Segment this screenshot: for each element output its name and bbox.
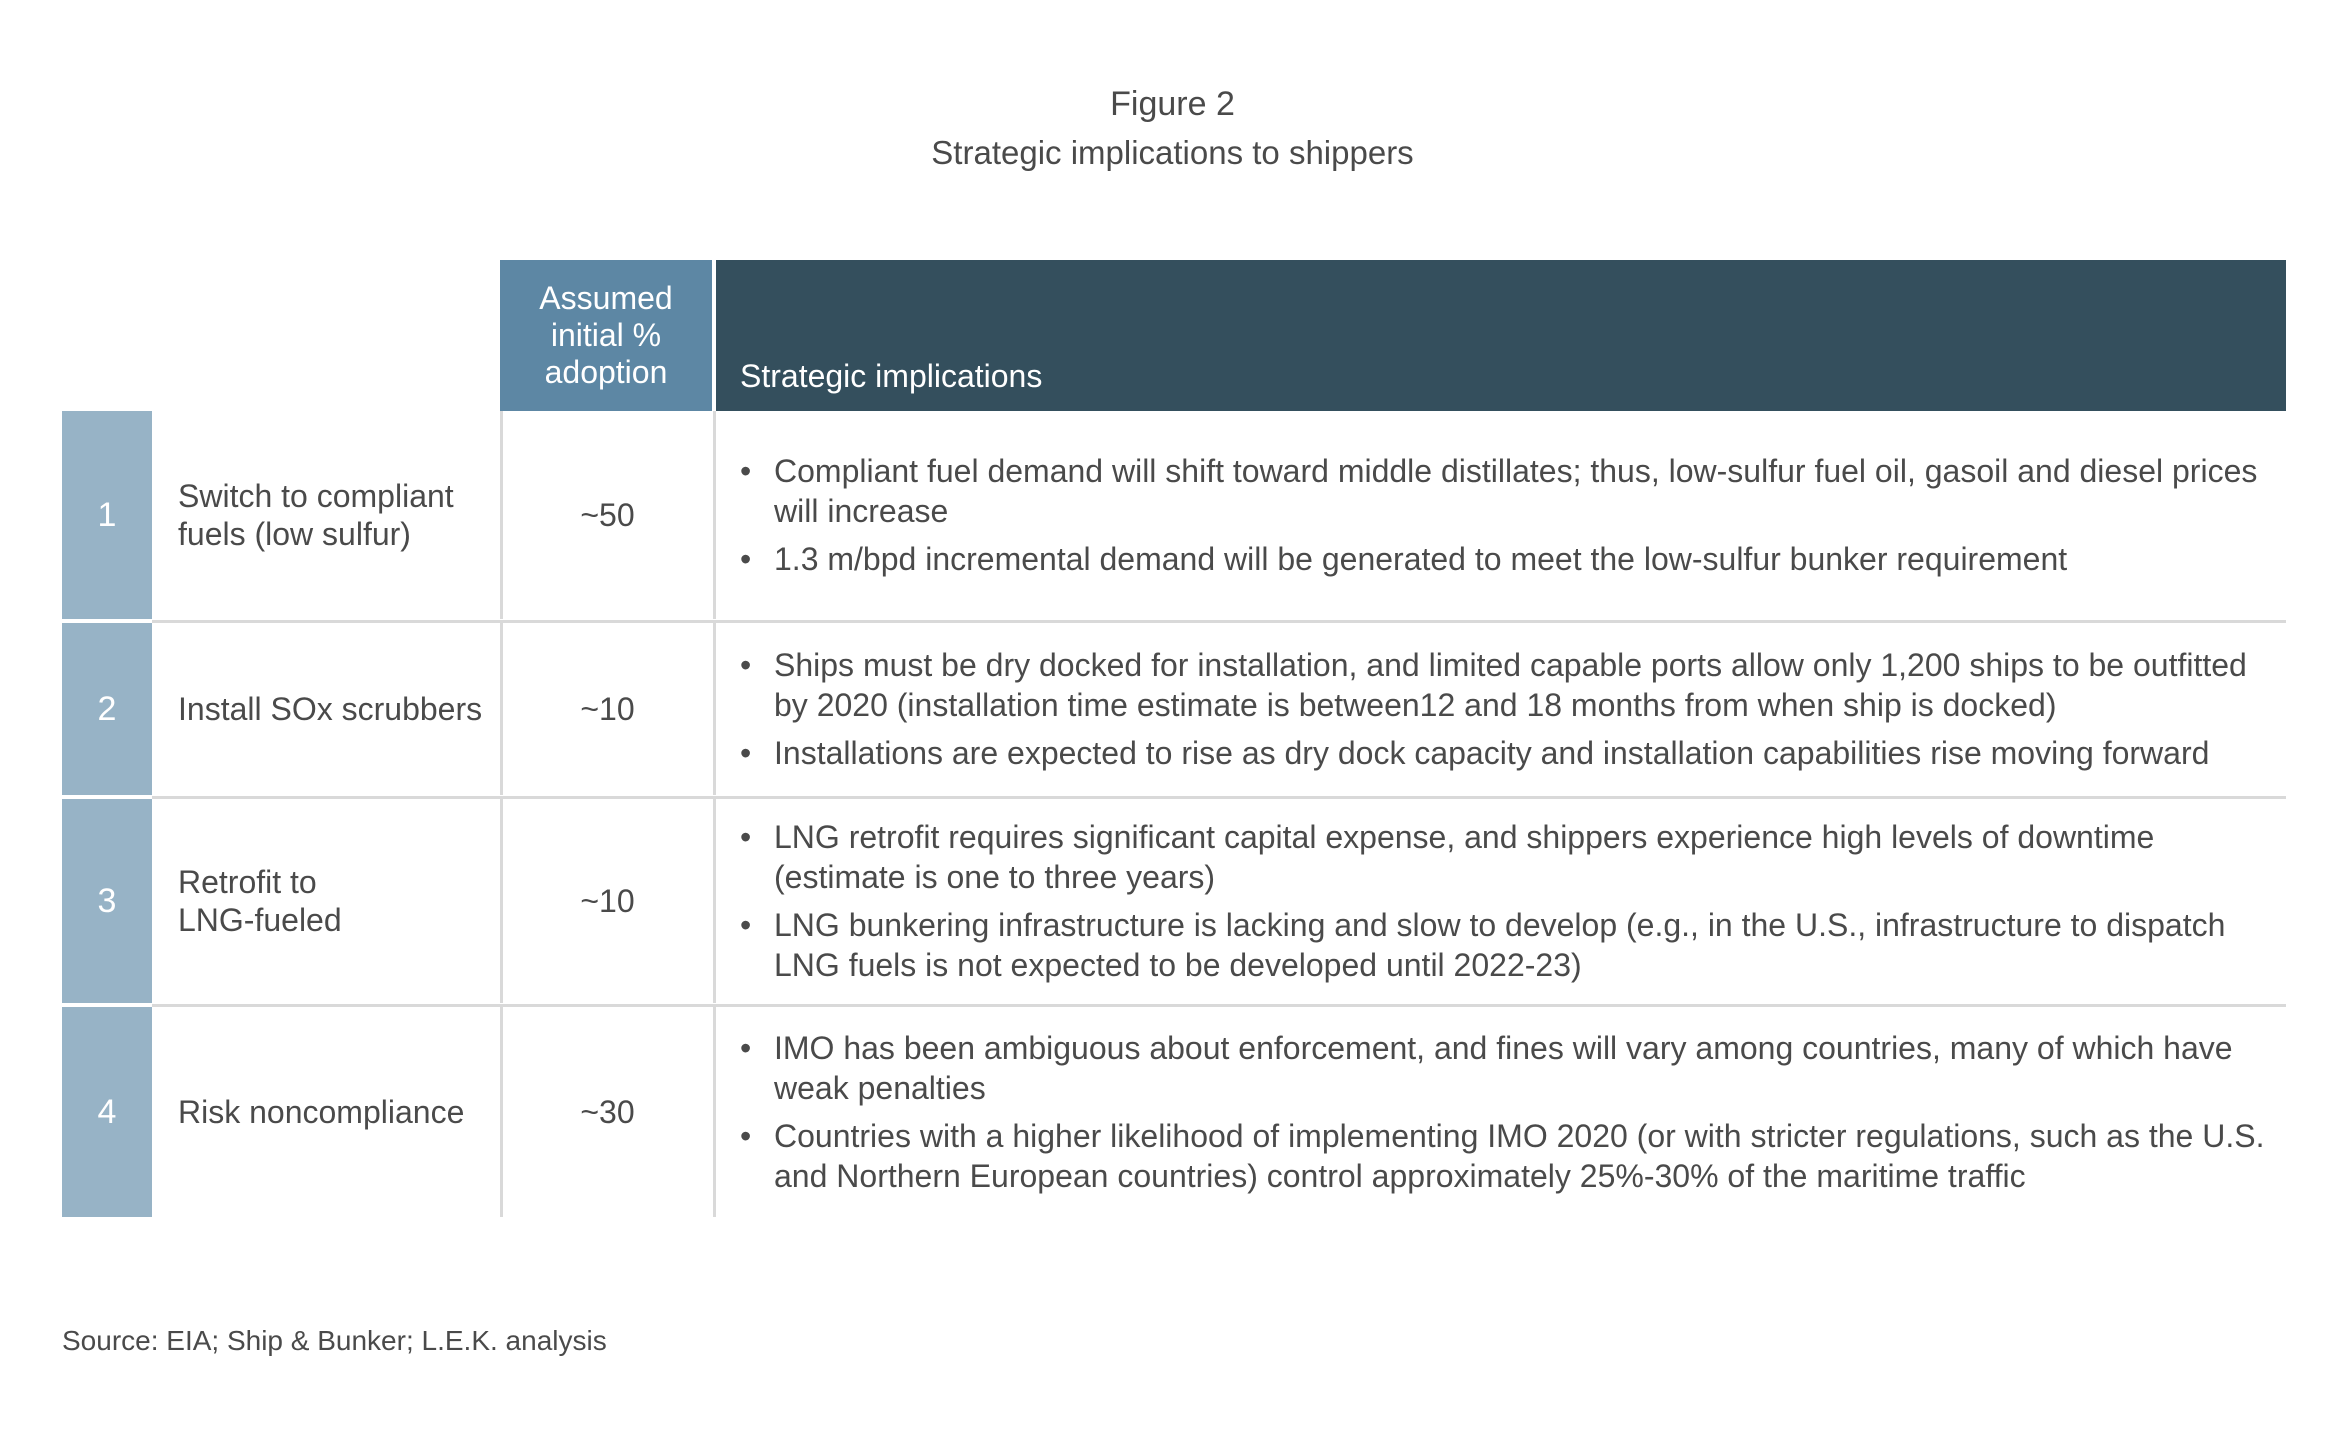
row-number: 3: [62, 799, 152, 1003]
implication-text: Countries with a higher likelihood of implementing IMO 2020 (or with stricter regulations, such as the U.S. and Northern European countries) control approximately 25%-30% of the maritime traffic: [774, 1118, 2265, 1194]
adoption-value: ~10: [580, 690, 635, 727]
table-row: [62, 799, 2286, 1003]
implication-item: [740, 645, 2276, 725]
implication-text: 1.3 m/bpd incremental demand will be generated to meet the low-sulfur bunker requirement: [774, 541, 2068, 577]
bullet-icon: •: [740, 907, 752, 943]
table-row: [62, 411, 2286, 619]
figure-label: Figure 2: [1110, 85, 1235, 123]
row-number: 1: [62, 411, 152, 619]
bullet-icon: •: [740, 819, 752, 855]
adoption-value: ~10: [580, 882, 635, 919]
implication-text: LNG bunkering infrastructure is lacking and slow to develop (e.g., in the U.S., infrastructure to dispatch LNG fuels is not expected to be developed until 2022-23): [774, 907, 2226, 983]
implication-item: [740, 817, 2276, 897]
option-label: Switch to compliant fuels (low sulfur): [178, 478, 454, 552]
implications-cell: [716, 411, 2286, 619]
bullet-icon: •: [740, 647, 752, 683]
implication-item: [740, 1116, 2276, 1196]
table-row: [62, 1007, 2286, 1217]
row-number: 2: [62, 623, 152, 795]
figure-title: Strategic implications to shippers: [931, 134, 1414, 171]
source-note: Source: EIA; Ship & Bunker; L.E.K. analysis: [62, 1325, 607, 1356]
implication-text: IMO has been ambiguous about enforcement, and fines will vary among countries, many of which have weak penalties: [774, 1030, 2233, 1106]
bullet-icon: •: [740, 541, 752, 577]
bullet-icon: •: [740, 1030, 752, 1066]
implication-item: [740, 451, 2276, 531]
implication-item: [740, 733, 2276, 773]
implications-cell: [716, 1007, 2286, 1217]
adoption-value: ~50: [580, 496, 635, 533]
implications-cell: [716, 799, 2286, 1003]
bullet-icon: •: [740, 1118, 752, 1154]
adoption-value: ~30: [580, 1093, 635, 1130]
implication-item: [740, 905, 2276, 985]
bullet-icon: •: [740, 735, 752, 771]
table-row: [62, 623, 2286, 795]
implication-item: [740, 1028, 2276, 1108]
option-label: Install SOx scrubbers: [178, 691, 483, 727]
option-label: Risk noncompliance: [178, 1094, 465, 1130]
header-strategic-implications: Strategic implications: [716, 260, 2286, 411]
implication-text: Ships must be dry docked for installation, and limited capable ports allow only 1,200 ships to be outfitted by 2020 (installation time estimate is between12 and 18 months from when ship is docked): [774, 647, 2247, 723]
implication-item: [740, 539, 2276, 579]
bullet-icon: •: [740, 453, 752, 489]
option-label: Retrofit to LNG-fueled: [178, 864, 342, 938]
implications-cell: [716, 623, 2286, 795]
implication-text: LNG retrofit requires significant capital expense, and shippers experience high levels of downtime (estimate is one to three years): [774, 819, 2155, 895]
implication-text: Compliant fuel demand will shift toward middle distillates; thus, low-sulfur fuel oil, gasoil and diesel prices will increase: [774, 453, 2258, 529]
implication-text: Installations are expected to rise as dry dock capacity and installation capabilities rise moving forward: [774, 735, 2210, 771]
header-adoption: Assumed initial % adoption: [500, 260, 712, 411]
row-number: 4: [62, 1007, 152, 1217]
